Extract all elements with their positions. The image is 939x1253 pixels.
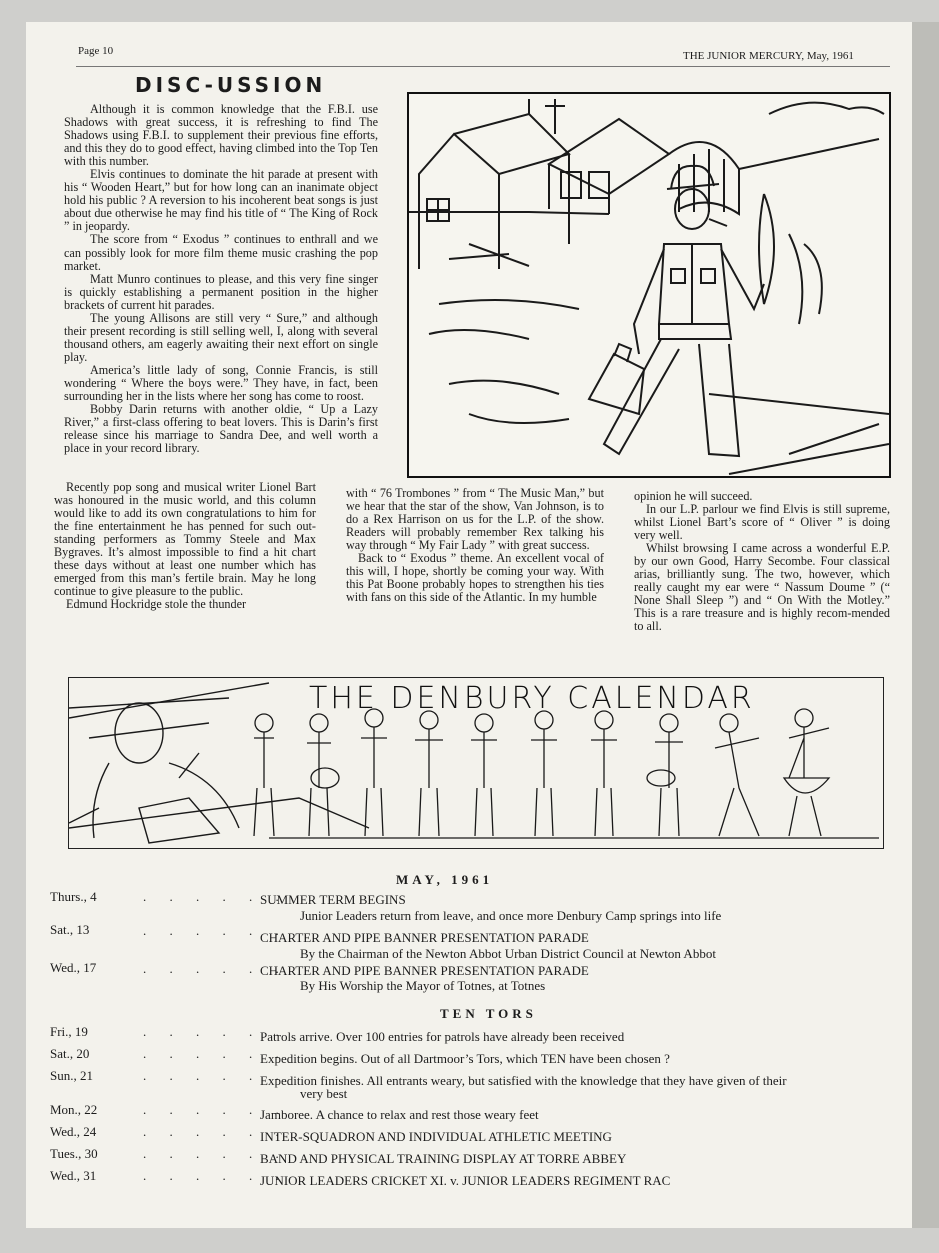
calendar-month: MAY, 1961: [396, 872, 494, 887]
event-day: Tues., 30: [50, 1146, 98, 1161]
paragraph: Whilst browsing I came across a wonderful E.P. by our own Good, Harry Secombe. Four classical arias, brilliantly sung. The two, however, which really caught my ear were “ Nassum Doume ” (“ None Shall Sleep ”) and “ On With the Motley.” This is a rare treasure and is highly recom-mended to all.: [634, 541, 890, 634]
event-text: INTER-SQUADRON AND INDIVIDUAL ATHLETIC MEETING: [260, 1129, 612, 1144]
page-edge: [912, 22, 939, 1228]
event-text: Patrols arrive. Over 100 entries for patrols have already been received: [260, 1029, 625, 1044]
paragraph: Recently pop song and musical writer Lionel Bart was honoured in the music world, and this column would like to add its own congratulations to him for the fine entertainment he has penned for such out-standing performers as Tommy Steele and Max Bygraves. It’s almost impossible to find a hit chart these days without at least one number which has emerged from this man’s fertile brain. May he long continue to give pleasure to the public.: [54, 480, 316, 599]
header-rule: [76, 66, 890, 67]
paragraph: The young Allisons are still very “ Sure,” and although their present recording is still selling well, I, along with several thousand others, am eagerly awaiting their next effort on single play.: [64, 310, 378, 364]
event-text: BAND AND PHYSICAL TRAINING DISPLAY AT TORRE ABBEY: [260, 1151, 627, 1166]
event-title: CHARTER AND PIPE BANNER PRESENTATION PARADE: [260, 930, 589, 945]
calendar-banner: [68, 677, 884, 849]
paragraph: Although it is common knowledge that the F.B.I. use Shadows with great success, it is refreshing to find The Shadows using F.B.I. to supplement their previous fine efforts, and this they do to good effect, having climbed into the Top Ten with this number.: [64, 102, 378, 169]
event-day: Mon., 22: [50, 1102, 98, 1117]
leader-dots: . . . . . .: [143, 1046, 289, 1061]
publication-header: THE JUNIOR MERCURY, May, 1961: [683, 50, 854, 62]
paragraph: Matt Munro continues to please, and this very fine singer is quickly establishing a permanent position in the higher brackets of current hit parades.: [64, 271, 378, 312]
event-day: Sat., 20: [50, 1046, 90, 1061]
event-text: Jamboree. A chance to relax and rest those weary feet: [260, 1107, 539, 1122]
paragraph: In our L.P. parlour we find Elvis is still supreme, whilst Lionel Bart’s score of “ Oliver ” is doing very well.: [634, 502, 890, 543]
event-title: CHARTER AND PIPE BANNER PRESENTATION PARADE: [260, 963, 589, 978]
article-column-2: [346, 487, 604, 604]
paragraph: The score from “ Exodus ” continues to enthrall and we can possibly look for more film theme music crashing the pop market.: [64, 232, 378, 273]
event-text-continued: very best: [300, 1086, 348, 1101]
event-day: Thurs., 4: [50, 889, 97, 904]
leader-dots: . . . . . .: [143, 923, 289, 938]
cartoon-drawing: [409, 94, 889, 476]
leader-dots: . . . . . .: [143, 961, 289, 976]
paragraph: America’s little lady of song, Connie Francis, is still wondering “ Where the boys were.” They have, in fact, been surrounding her in the lists where her song has come to roost.: [64, 362, 378, 404]
event-day: Sun., 21: [50, 1068, 93, 1083]
event-day: Wed., 24: [50, 1124, 97, 1139]
leader-dots: . . . . . .: [143, 1124, 289, 1139]
paragraph: Edmund Hockridge stole the thunder: [66, 597, 247, 612]
event-detail: By the Chairman of the Newton Abbot Urban District Council at Newton Abbot: [300, 946, 716, 961]
leader-dots: . . . . . .: [143, 1102, 289, 1117]
event-day: Fri., 19: [50, 1024, 88, 1039]
event-day: Sat., 13: [50, 922, 90, 937]
leader-dots: . . . . . .: [143, 1024, 289, 1039]
article-column-3: [634, 490, 890, 634]
paragraph: Bobby Darin returns with another oldie, “ Up a Lazy River,” a first-class offering to beat lovers. This is Darin’s first release since his marriage to Sandra Dee, and well worth a place in your record library.: [64, 402, 378, 456]
leader-dots: . . . . . .: [143, 1168, 289, 1183]
event-day: Wed., 17: [50, 960, 97, 975]
paragraph: Back to “ Exodus ” theme. An excellent vocal of this will, I hope, shortly be coming your way. With this Pat Boone probably hopes to strengthen his ties with fans on this side of the Atlantic. In my humble: [346, 551, 604, 605]
event-title: SUMMER TERM BEGINS: [260, 892, 406, 907]
event-detail: Junior Leaders return from leave, and once more Denbury Camp springs into life: [300, 908, 722, 923]
ten-tors-heading: TEN TORS: [440, 1006, 537, 1021]
page-number: Page 10: [78, 45, 114, 57]
event-day: Wed., 31: [50, 1168, 97, 1183]
leader-dots: . . . . . .: [143, 1068, 289, 1083]
paragraph: Elvis continues to dominate the hit parade at present with his “ Wooden Heart,” but for how long can an inanimate object hold his public ? A reversion to his incoherent beat songs is just about due otherwise he may find his title of “ The King of Rock ” in jeopardy.: [64, 167, 378, 234]
event-text: JUNIOR LEADERS CRICKET XI. v. JUNIOR LEADERS REGIMENT RAC: [260, 1173, 671, 1188]
article-column-1: [64, 103, 378, 455]
paragraph: opinion he will succeed.: [634, 489, 753, 503]
event-text: Expedition finishes. All entrants weary, but satisfied with the knowledge that they have given of their: [260, 1073, 787, 1088]
event-text: Expedition begins. Out of all Dartmoor’s Tors, which TEN have been chosen ?: [260, 1051, 670, 1066]
paragraph: with “ 76 Trombones ” from “ The Music Man,” but we hear that the star of the show, Van Johnson, is to do a Rex Harrison on us for the L.P. of the show. Readers will probably remember Rex talking his way through “ My Fair Lady ” with great success.: [346, 486, 604, 553]
calendar-banner-title: THE DENBURY CALENDAR: [309, 681, 755, 716]
leader-dots: . . . . . .: [143, 1146, 289, 1161]
article-column-1b: [54, 481, 316, 611]
article-title: DISC-USSION: [135, 73, 327, 97]
event-detail: By His Worship the Mayor of Totnes, at Totnes: [300, 978, 546, 993]
leader-dots: . . . . . .: [143, 889, 289, 904]
cartoon-illustration: [407, 92, 891, 478]
